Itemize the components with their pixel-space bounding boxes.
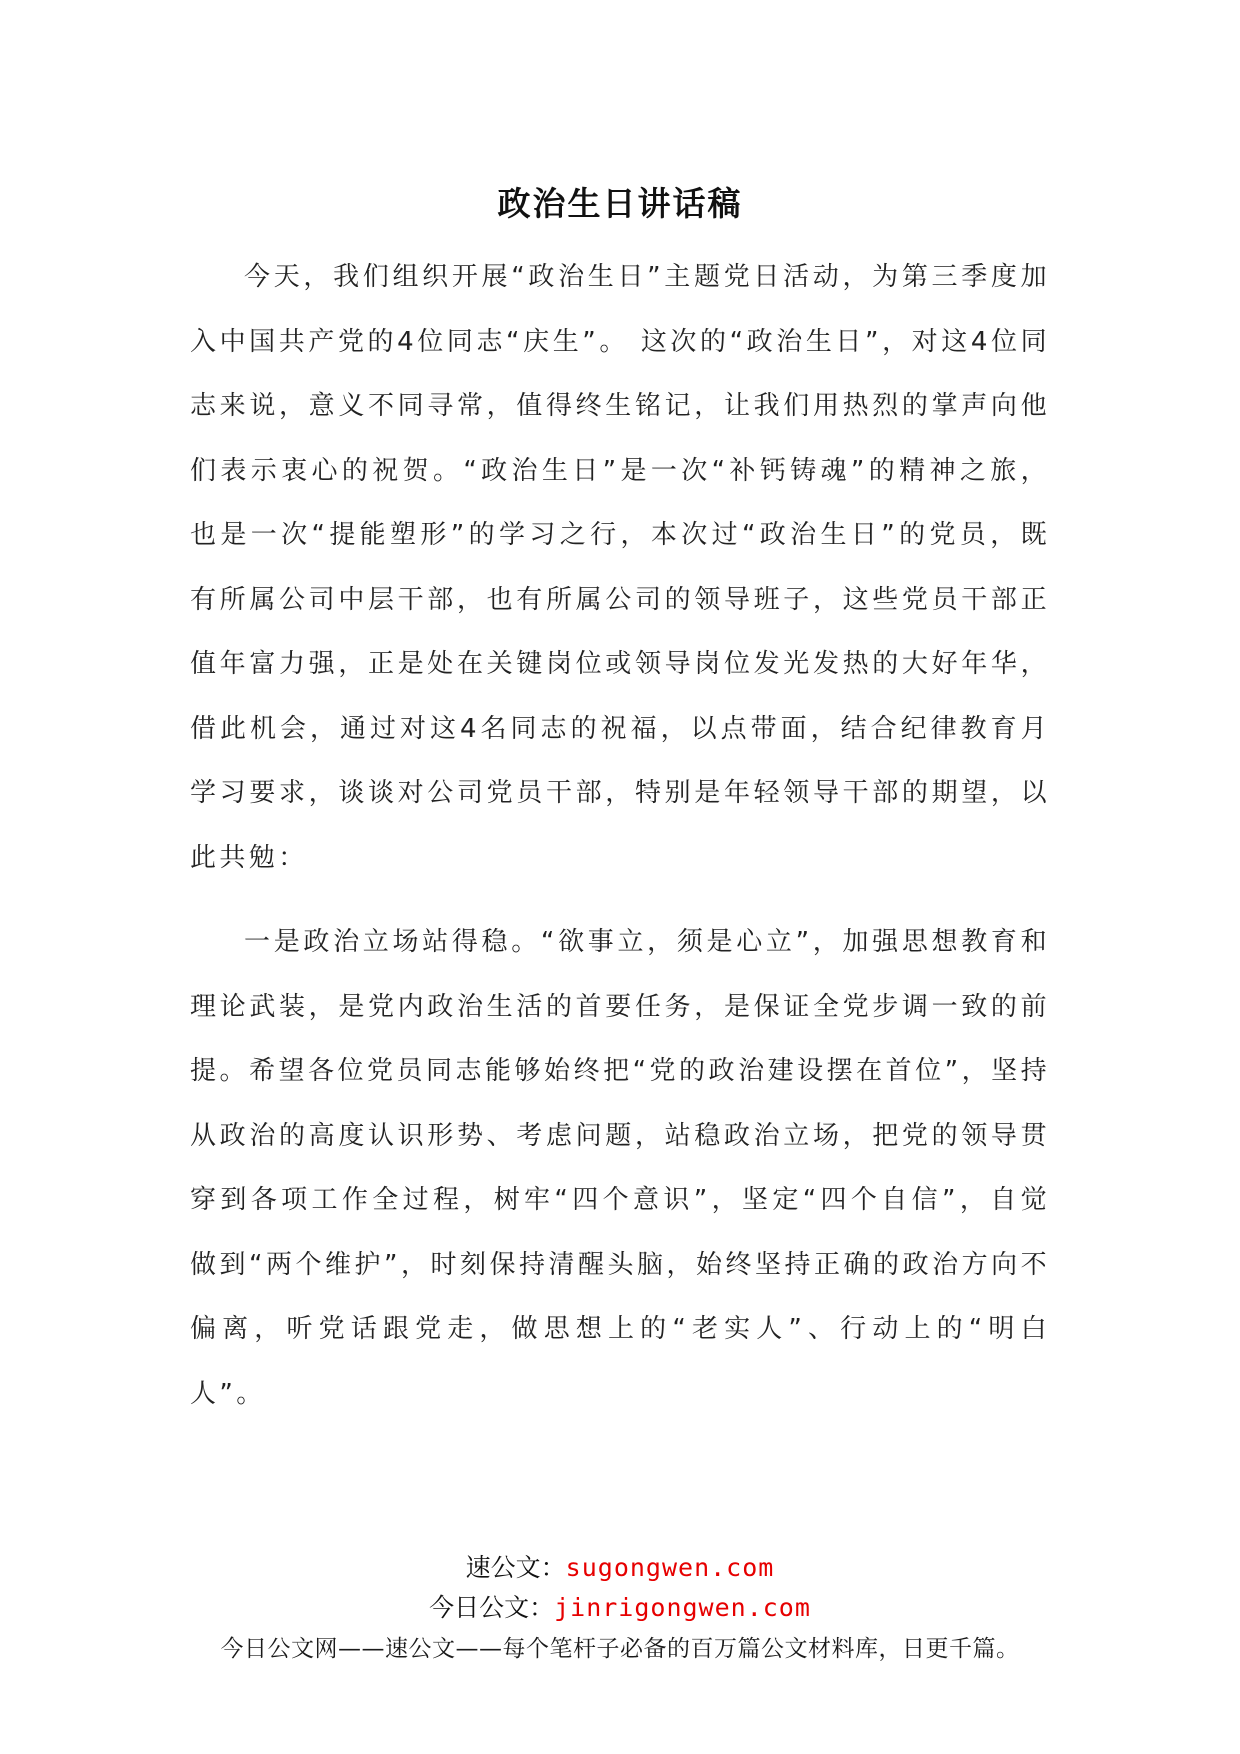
- footer-sugongwen-label: 速公文：: [465, 1553, 566, 1582]
- paragraph-container-2: [190, 910, 1050, 1426]
- footer-slogan: 今日公文网——速公文——每个笔杆子必备的百万篇公文材料库，日更千篇。: [220, 1636, 1020, 1662]
- footer-jinrigongwen-label: 今日公文：: [429, 1593, 555, 1622]
- footer-sugongwen: [0, 1548, 1240, 1584]
- footer-jinrigongwen: [0, 1588, 1240, 1624]
- document-title: 政治生日讲话稿: [497, 184, 743, 223]
- body-paragraph-2: 一是政治立场站得稳。“欲事立，须是心立”，加强思想教育和理论武装，是党内政治生活的首要任务，是保证全党步调一致的前提。希望各位党员同志能够始终把“党的政治建设摆在首位”，坚持从政治的高度认识形势、考虑问题，站稳政治立场，把党的领导贯穿到各项工作全过程，树牢“四个意识”，坚定“四个自信”，自觉做到“两个维护”，时刻保持清醒头脑，始终坚持正确的政治方向不偏离，听党话跟党走，做思想上的“老实人”、行动上的“明白人”。: [190, 927, 1050, 1409]
- footer-sugongwen-link[interactable]: sugongwen.com: [565, 1553, 775, 1582]
- body-paragraph-1: 今天，我们组织开展“政治生日”主题党日活动，为第三季度加入中国共产党的4位同志“庆生”。 这次的“政治生日”，对这4位同志来说，意义不同寻常，值得终生铭记，让我们用热烈的掌声向他们表示衷心的祝贺。“政治生日”是一次“补钙铸魂”的精神之旅，也是一次“提能塑形”的学习之行，本次过“政治生日”的党员，既有所属公司中层干部，也有所属公司的领导班子，这些党员干部正值年富力强，正是处在关键岗位或领导岗位发光发热的大好年华，借此机会，通过对这4名同志的祝福，以点带面，结合纪律教育月学习要求，谈谈对公司党员干部，特别是年轻领导干部的期望，以此共勉：: [190, 262, 1050, 873]
- paragraph-container-1: [190, 245, 1050, 890]
- footer-jinrigongwen-link[interactable]: jinrigongwen.com: [554, 1593, 811, 1622]
